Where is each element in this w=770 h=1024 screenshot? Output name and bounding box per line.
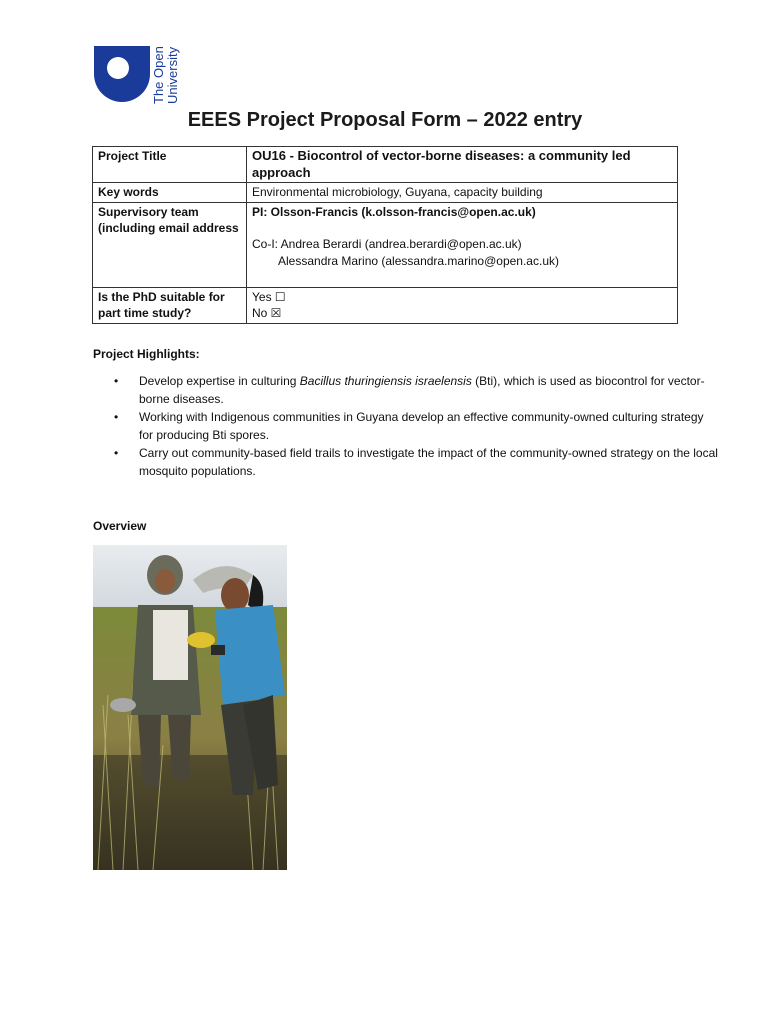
part-time-no-checkbox[interactable]: No ☒ [252, 306, 282, 320]
key-words-value: Environmental microbiology, Guyana, capacity building [247, 183, 678, 203]
bullet: • [114, 374, 119, 388]
logo-line-1: The Open [151, 46, 166, 104]
proposal-form-table [92, 146, 678, 324]
row-supervisory-team [93, 202, 678, 287]
overview-heading: Overview [93, 519, 147, 533]
supervisory-team-label: Supervisory team (including email address [93, 202, 247, 287]
coi-line-2: Alessandra Marino (alessandra.marino@open.ac.uk) [278, 253, 559, 268]
highlight-text: Develop expertise in culturing [139, 374, 300, 388]
highlights-heading: Project Highlights: [93, 347, 200, 361]
highlight-text: Carry out community-based field trails to investigate the impact of the community-owned strategy on the local mosquito populations. [139, 446, 718, 478]
project-title-label: Project Title [93, 147, 247, 183]
pi-line: PI: Olsson-Francis (k.olsson-francis@open.ac.uk) [252, 204, 536, 219]
logo-wordmark [152, 46, 180, 104]
highlight-item [114, 408, 719, 444]
bullet: • [114, 410, 119, 424]
page-title: EEES Project Proposal Form – 2022 entry [187, 109, 583, 131]
supervisory-team-value [247, 202, 678, 287]
part-time-yes-checkbox[interactable]: Yes ☐ [252, 289, 286, 304]
species-name: Bacillus thuringiensis israelensis [299, 374, 472, 388]
highlight-item [114, 444, 719, 480]
highlight-text: Working with Indigenous communities in Guyana develop an effective community-owned culturing strategy for producing Bti spores. [139, 410, 704, 442]
row-key-words [93, 183, 678, 203]
highlights-list [93, 372, 719, 480]
key-words-label: Key words [93, 183, 247, 203]
logo-line-2: University [165, 46, 180, 104]
row-project-title [93, 147, 678, 183]
highlight-item [114, 372, 719, 408]
project-title-value: OU16 - Biocontrol of vector-borne diseases: a community led approach [247, 147, 678, 183]
field-photo [93, 545, 287, 870]
row-part-time [93, 287, 678, 323]
coi-line-1: Co-I: Andrea Berardi (andrea.berardi@open.ac.uk) [252, 237, 522, 251]
bullet: • [114, 446, 119, 460]
part-time-value [247, 287, 678, 323]
spacer [252, 220, 673, 236]
part-time-label: Is the PhD suitable for part time study? [93, 287, 247, 323]
highlight-text-cont: (Bti), which is used as biocontrol for vector-borne diseases. [139, 374, 705, 406]
